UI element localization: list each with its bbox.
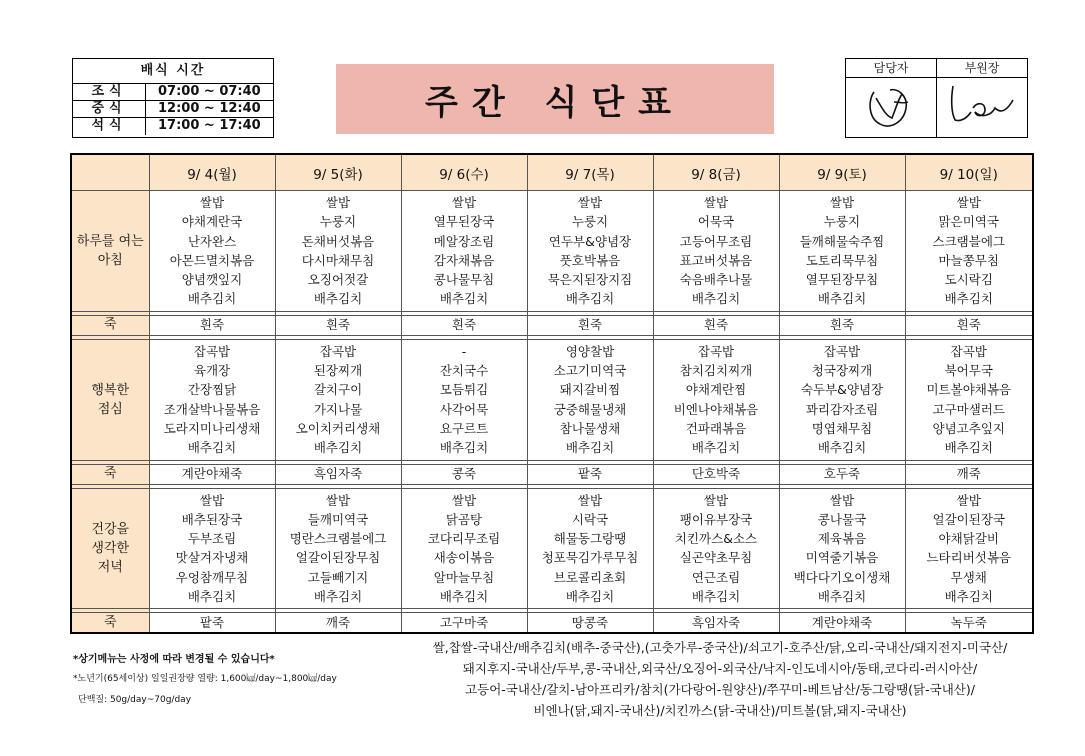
menu-item: 쌀밥 xyxy=(451,195,477,210)
menu-item: 닭곰탕 xyxy=(445,511,483,527)
day-header: 9/ 8(금) xyxy=(653,154,779,191)
menu-item: 쌀밥 xyxy=(325,195,351,210)
menu-item: 잡곡밥 xyxy=(193,343,231,359)
signature-mark-icon xyxy=(846,78,936,136)
menu-item: 배추김치 xyxy=(439,440,489,456)
juk-cell: 땅콩죽 xyxy=(527,613,653,634)
menu-item: 마늘쫑무침 xyxy=(938,252,999,268)
juk-cell: 고구마죽 xyxy=(401,613,527,634)
menu-item: 쌀밥 xyxy=(829,195,855,210)
menu-item: 쌀밥 xyxy=(577,195,603,210)
menu-item: 무생채 xyxy=(950,569,987,585)
menu-item: 열무된장무침 xyxy=(805,272,879,288)
menu-item: 돈채버섯볶음 xyxy=(301,233,375,249)
dinner-day-cell xyxy=(905,488,1033,609)
section-label-line: 저녁 xyxy=(97,559,123,575)
menu-item: 도라지미나리생채 xyxy=(163,420,261,436)
menu-item: 북어무국 xyxy=(944,363,993,379)
menu-item: 고등어무조림 xyxy=(679,233,753,249)
change-notice: *상기메뉴는 사정에 따라 변경될 수 있습니다* xyxy=(73,654,275,665)
menu-item: 들깨해물숙주찜 xyxy=(799,233,885,249)
juk-cell: 흰죽 xyxy=(527,315,653,335)
menu-item: 배추김치 xyxy=(691,291,741,307)
menu-item: 다시마채무침 xyxy=(301,252,375,268)
dinner-label xyxy=(71,488,149,609)
menu-item: 난자완스 xyxy=(187,233,237,249)
meal-name: 중식 xyxy=(73,101,146,118)
origin-info xyxy=(390,637,1050,721)
menu-item: 도토리묵무침 xyxy=(805,252,879,268)
serving-time-row xyxy=(73,118,273,135)
menu-item: 배추김치 xyxy=(691,440,741,456)
menu-item: 열무된장국 xyxy=(433,214,495,230)
page-title: 주간 식단표 xyxy=(424,82,686,123)
menu-item: 배추김치 xyxy=(187,589,237,605)
lunch-day-cell xyxy=(527,339,653,460)
meal-time: 12:00 ~ 12:40 xyxy=(146,101,273,118)
protein-note: 단백질: 50g/day~70g/day xyxy=(78,695,192,705)
section-label-line: 건강을 xyxy=(91,521,130,537)
breakfast-menu-row xyxy=(71,191,1033,312)
day-header: 9/ 9(토) xyxy=(779,154,905,191)
menu-item: 고구마샐러드 xyxy=(932,401,1005,417)
dinner-day-cell xyxy=(653,488,779,609)
menu-item: 간장찜닭 xyxy=(187,382,237,398)
menu-item: 요구르트 xyxy=(439,420,489,436)
menu-item: 두부조림 xyxy=(187,531,237,547)
menu-item: 오징어젓갈 xyxy=(307,272,369,288)
menu-item: 감자채볶음 xyxy=(433,252,495,268)
menu-item: 메알장조림 xyxy=(433,233,495,249)
breakfast-day-cell xyxy=(275,191,401,312)
menu-item: 쌀밥 xyxy=(199,195,225,210)
menu-item: 명란스크램블에그 xyxy=(289,531,387,547)
lunch-day-cell xyxy=(905,339,1033,460)
juk-cell: 깨죽 xyxy=(275,613,401,634)
menu-item: 쌀밥 xyxy=(703,195,729,210)
lunch-day-cell xyxy=(653,339,779,460)
menu-item: 미역줄기볶음 xyxy=(805,550,879,566)
menu-item: 표고버섯볶음 xyxy=(679,252,753,268)
menu-item: 가지나물 xyxy=(313,401,363,417)
juk-cell: 콩죽 xyxy=(401,464,527,484)
menu-item: 잡곡밥 xyxy=(823,343,861,359)
menu-item: 청포묵김가루무침 xyxy=(541,550,639,566)
breakfast-day-cell xyxy=(779,191,905,312)
origin-line: 비엔나(닭,돼지-국내산)/치킨까스(닭-국내산)/미트볼(닭,돼지-국내산) xyxy=(533,703,907,718)
title-banner xyxy=(336,64,774,134)
lunch-menu-row xyxy=(71,339,1033,460)
menu-item: 스크램블에그 xyxy=(932,233,1005,249)
menu-item: 건파래볶음 xyxy=(685,420,747,436)
menu-item: 돼지갈비찜 xyxy=(559,382,621,398)
menu-item: 새송이볶음 xyxy=(433,550,495,566)
elderly-calorie-note: *노년기(65세이상) 일일권장량 열량: 1,600㎉/day~1,800㎉/day xyxy=(73,674,337,684)
menu-item: 쌀밥 xyxy=(956,492,981,508)
juk-cell: 녹두죽 xyxy=(905,613,1033,634)
menu-item: 콩나물무침 xyxy=(433,272,495,288)
menu-item: 배추김치 xyxy=(817,589,867,605)
lunch-juk-row xyxy=(71,464,1033,484)
signature-mark-icon xyxy=(937,78,1027,136)
breakfast-day-cell xyxy=(149,191,275,312)
serving-time-title: 배식 시간 xyxy=(73,59,273,84)
day-header: 9/ 10(일) xyxy=(905,154,1033,191)
lunch-day-cell xyxy=(779,339,905,460)
menu-item: 배추김치 xyxy=(691,589,741,605)
section-label-line: 아침 xyxy=(97,252,123,268)
breakfast-day-cell xyxy=(653,191,779,312)
dinner-day-cell xyxy=(779,488,905,609)
menu-item: 배추김치 xyxy=(439,589,489,605)
menu-item: 양념고추잎지 xyxy=(932,420,1005,436)
menu-item: 얼갈이된장무침 xyxy=(295,550,381,566)
lunch-label xyxy=(71,339,149,460)
menu-item: 도시락김 xyxy=(944,272,993,288)
juk-cell: 팥죽 xyxy=(527,464,653,484)
section-label-line: 하루를 여는 xyxy=(76,233,144,249)
juk-cell: 깨죽 xyxy=(905,464,1033,484)
serving-time-box xyxy=(72,58,274,138)
menu-item: 육개장 xyxy=(193,363,231,379)
menu-item: 어묵국 xyxy=(697,214,735,230)
menu-item: 배추김치 xyxy=(817,440,867,456)
menu-item: 코다리무조림 xyxy=(427,531,501,547)
menu-item: 배추김치 xyxy=(944,291,993,307)
menu-item: 맛살겨자냉채 xyxy=(175,550,249,566)
menu-item: 양념깻잎지 xyxy=(181,272,243,288)
manager-signature xyxy=(846,78,936,137)
menu-item: 오이치커리생채 xyxy=(295,420,381,436)
dinner-juk-row xyxy=(71,613,1033,634)
section-label-line: 생각한 xyxy=(91,540,130,556)
menu-item: 청국장찌개 xyxy=(811,363,873,379)
menu-item: - xyxy=(461,343,467,359)
menu-item: 느타리버섯볶음 xyxy=(926,550,1012,566)
juk-label: 죽 xyxy=(71,613,149,634)
juk-cell: 계란야채죽 xyxy=(779,613,905,634)
day-header: 9/ 4(월) xyxy=(149,154,275,191)
menu-item: 참치김치찌개 xyxy=(679,363,753,379)
menu-item: 배추김치 xyxy=(187,291,237,307)
day-header: 9/ 7(목) xyxy=(527,154,653,191)
juk-cell: 호두죽 xyxy=(779,464,905,484)
menu-item: 배추김치 xyxy=(565,589,615,605)
day-header: 9/ 6(수) xyxy=(401,154,527,191)
menu-item: 꽈리감자조림 xyxy=(805,401,879,417)
menu-item: 실곤약초무침 xyxy=(679,550,753,566)
menu-item: 브로콜리초회 xyxy=(553,569,627,585)
dinner-day-cell xyxy=(149,488,275,609)
approval-manager xyxy=(846,59,937,137)
approval-vice-director xyxy=(937,59,1027,137)
menu-item: 쌀밥 xyxy=(956,195,981,210)
menu-item: 된장찌개 xyxy=(313,363,363,379)
menu-item: 쌀밥 xyxy=(199,492,225,508)
juk-cell: 흰죽 xyxy=(653,315,779,335)
manager-label: 담당자 xyxy=(846,59,936,78)
serving-time-row xyxy=(73,101,273,118)
menu-item: 잡곡밥 xyxy=(319,343,357,359)
menu-item: 연근조림 xyxy=(691,569,741,585)
breakfast-day-cell xyxy=(527,191,653,312)
menu-item: 콩나물국 xyxy=(817,511,867,527)
dinner-day-cell xyxy=(527,488,653,609)
meal-time: 07:00 ~ 07:40 xyxy=(146,84,273,101)
juk-cell: 단호박죽 xyxy=(653,464,779,484)
menu-item: 배추김치 xyxy=(187,440,237,456)
dinner-menu-row xyxy=(71,488,1033,609)
menu-item: 백다다기오이생채 xyxy=(793,569,891,585)
menu-item: 미트볼야채볶음 xyxy=(926,382,1012,398)
menu-item: 치킨까스&소스 xyxy=(674,531,758,547)
menu-item: 잡곡밥 xyxy=(697,343,735,359)
menu-item: 배추김치 xyxy=(565,440,615,456)
menu-item: 시락국 xyxy=(571,511,609,527)
juk-cell: 흰죽 xyxy=(905,315,1033,335)
day-header-row xyxy=(71,154,1033,191)
breakfast-day-cell xyxy=(905,191,1033,312)
menu-item: 잡곡밥 xyxy=(950,343,987,359)
menu-item: 배추김치 xyxy=(944,589,993,605)
menu-item: 풋호박볶음 xyxy=(559,252,621,268)
vice-director-signature xyxy=(937,78,1027,137)
juk-cell: 흑임자죽 xyxy=(275,464,401,484)
menu-item: 야채계란국 xyxy=(181,214,243,230)
menu-item: 배추김치 xyxy=(313,291,363,307)
section-label-line: 점심 xyxy=(97,401,123,417)
juk-cell: 흰죽 xyxy=(779,315,905,335)
menu-item: 배추김치 xyxy=(565,291,615,307)
lunch-day-cell xyxy=(401,339,527,460)
menu-item: 야채계란찜 xyxy=(685,382,747,398)
menu-item: 갈치구이 xyxy=(313,382,363,398)
menu-item: 쌀밥 xyxy=(451,492,477,508)
menu-item: 제육볶음 xyxy=(817,531,867,547)
menu-item: 얼갈이된장국 xyxy=(932,511,1005,527)
menu-item: 잔치국수 xyxy=(439,363,489,379)
menu-item: 소고기미역국 xyxy=(553,363,627,379)
menu-item: 참나물생채 xyxy=(559,420,621,436)
menu-item: 명엽채무침 xyxy=(811,420,873,436)
dinner-day-cell xyxy=(275,488,401,609)
juk-label: 죽 xyxy=(71,464,149,484)
juk-cell: 계란야채죽 xyxy=(149,464,275,484)
menu-item: 비엔나야채볶음 xyxy=(673,401,759,417)
menu-item: 맑은미역국 xyxy=(938,214,999,230)
menu-item: 숙음배추나물 xyxy=(679,272,753,288)
menu-item: 누룽지 xyxy=(823,214,861,230)
weekly-menu-table xyxy=(70,153,1034,634)
lunch-day-cell xyxy=(275,339,401,460)
menu-item: 알마늘무침 xyxy=(433,569,495,585)
menu-item: 고들빼기지 xyxy=(307,569,369,585)
meal-name: 조식 xyxy=(73,84,146,101)
juk-cell: 흑임자죽 xyxy=(653,613,779,634)
meal-time: 17:00 ~ 17:40 xyxy=(158,118,261,133)
origin-line: 쌀,찹쌀-국내산/배추김치(배추-중국산),(고춧가루-중국산)/쇠고기-호주산/닭,오리-국내산/돼지전지-미국산/ xyxy=(432,640,1008,655)
menu-item: 배추된장국 xyxy=(181,511,243,527)
menu-item: 들깨미역국 xyxy=(307,511,369,527)
origin-line: 돼지후지-국내산/두부,콩-국내산,외국산/오징어-외국산/낙지-인도네시아/동태,코다리-러시아산/ xyxy=(462,661,978,676)
meal-name: 석식 xyxy=(73,118,146,135)
menu-item: 궁중해물냉채 xyxy=(553,401,627,417)
section-label-line: 행복한 xyxy=(91,382,130,398)
menu-item: 누룽지 xyxy=(571,214,609,230)
menu-item: 쌀밥 xyxy=(829,492,855,508)
menu-item: 쌀밥 xyxy=(577,492,603,508)
menu-item: 모듬튀김 xyxy=(439,382,489,398)
menu-item: 쌀밥 xyxy=(703,492,729,508)
juk-cell: 흰죽 xyxy=(149,315,275,335)
menu-item: 연두부&양념장 xyxy=(548,233,632,249)
menu-item: 쌀밥 xyxy=(325,492,351,508)
juk-cell: 팥죽 xyxy=(149,613,275,634)
breakfast-label xyxy=(71,191,149,312)
menu-item: 사각어묵 xyxy=(439,401,489,417)
origin-line: 고등어-국내산/갈치-남아프리카/참치(가다랑어-원양산)/쭈꾸미-베트남산/동그랑땡(닭-국내산)/ xyxy=(465,682,975,697)
juk-cell: 흰죽 xyxy=(275,315,401,335)
menu-item: 배추김치 xyxy=(313,440,363,456)
menu-item: 숙두부&양념장 xyxy=(800,382,884,398)
day-header: 9/ 5(화) xyxy=(275,154,401,191)
serving-time-row xyxy=(73,84,273,101)
menu-item: 배추김치 xyxy=(944,440,993,456)
menu-item: 영양찰밥 xyxy=(565,343,615,359)
lunch-day-cell xyxy=(149,339,275,460)
approval-box xyxy=(845,58,1028,138)
corner-cell xyxy=(71,154,149,191)
dinner-day-cell xyxy=(401,488,527,609)
menu-item: 팽이유부장국 xyxy=(679,511,753,527)
vice-director-label: 부원장 xyxy=(937,59,1027,78)
menu-item: 해물동그랑땡 xyxy=(553,531,627,547)
juk-cell: 흰죽 xyxy=(401,315,527,335)
breakfast-day-cell xyxy=(401,191,527,312)
menu-item: 누룽지 xyxy=(319,214,357,230)
menu-item: 야채닭갈비 xyxy=(938,531,999,547)
menu-item: 배추김치 xyxy=(817,291,867,307)
menu-item: 아몬드멸치볶음 xyxy=(169,252,255,268)
menu-item: 우엉참깨무침 xyxy=(175,569,249,585)
juk-label: 죽 xyxy=(71,315,149,335)
menu-item: 조개살박나물볶음 xyxy=(163,401,261,417)
menu-item: 묵은지된장지짐 xyxy=(547,272,633,288)
breakfast-juk-row xyxy=(71,315,1033,335)
menu-item: 배추김치 xyxy=(439,291,489,307)
menu-item: 배추김치 xyxy=(313,589,363,605)
